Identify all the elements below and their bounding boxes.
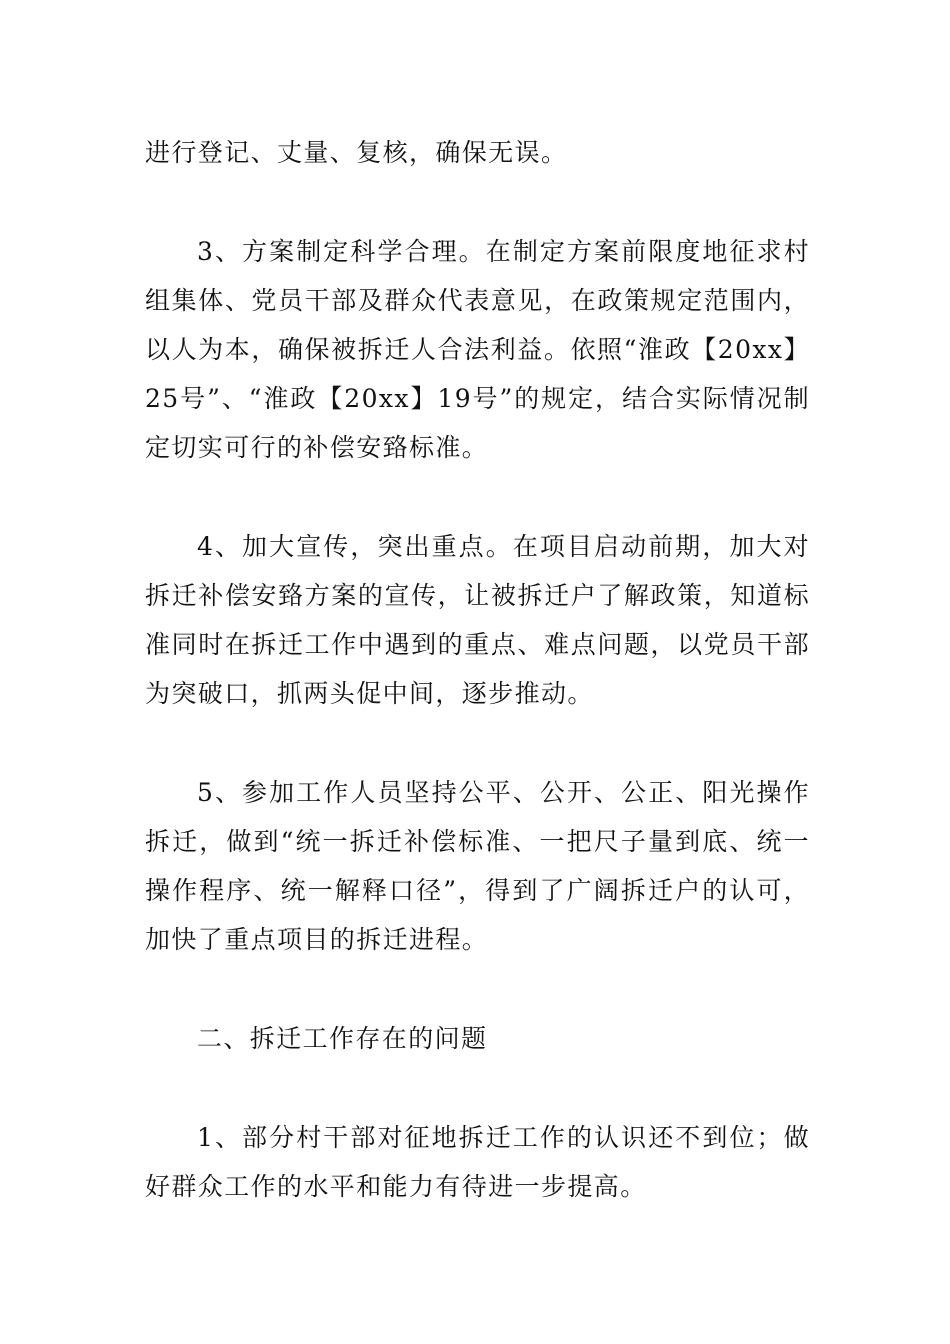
- document-body: [145, 128, 810, 1261]
- paragraph-issue-1: 1、部分村干部对征地拆迁工作的认识还不到位；做好群众工作的水平和能力有待进一步提高。: [145, 1123, 810, 1201]
- section-heading: 二、拆迁工作存在的问题: [197, 1024, 488, 1053]
- paragraph-item-3: 3、方案制定科学合理。在制定方案前限度地征求村组集体、党员干部及群众代表意见，在政策规定范围内，以人为本，确保被拆迁人合法利益。依照“淮政【20xx】25号”、“淮政【20xx】19号”的规定，结合实际情况制定切实可行的补偿安臵标准。: [145, 237, 810, 462]
- paragraph-item-4: 4、加大宣传，突出重点。在项目启动前期，加大对拆迁补偿安臵方案的宣传，让被拆迁户了解政策，知道标准同时在拆迁工作中遇到的重点、难点问题，以党员干部为突破口，抓两头促中间，逐步推动。: [145, 532, 810, 708]
- paragraph-continuation: 进行登记、丈量、复核，确保无误。: [145, 138, 568, 167]
- paragraph-item-5: 5、参加工作人员坚持公平、公开、公正、阳光操作拆迁，做到“统一拆迁补偿标准、一把尺子量到底、统一操作程序、统一解释口径”，得到了广阔拆迁户的认可，加快了重点项目的拆迁进程。: [145, 778, 810, 954]
